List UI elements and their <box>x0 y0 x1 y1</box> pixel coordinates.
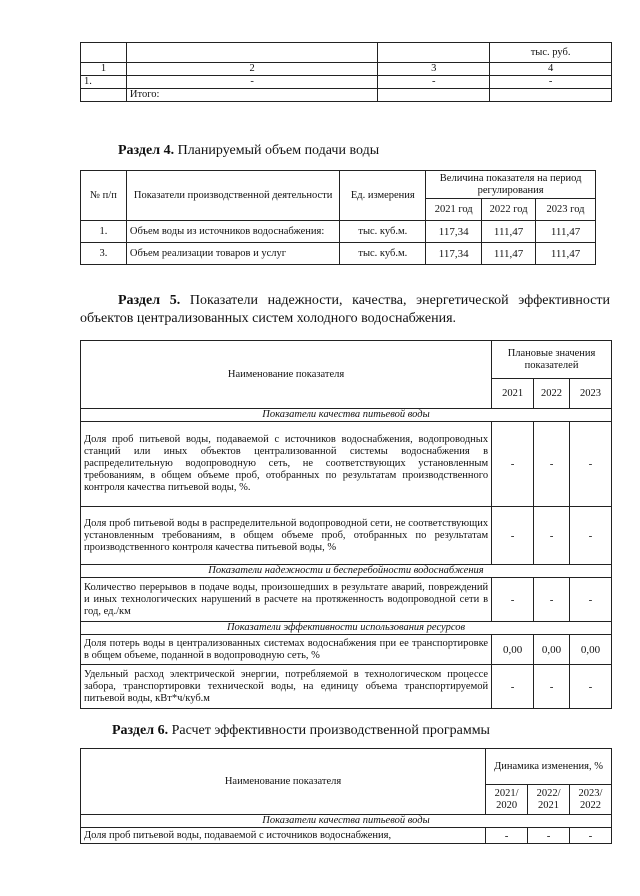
header-period: Величина показателя на период регулирования <box>426 171 596 199</box>
top-table-unit: тыс. руб. <box>490 43 612 63</box>
row-number: 3. <box>81 243 127 265</box>
group-title: Показатели качества питьевой воды <box>81 815 612 828</box>
total-label: Итого: <box>126 89 378 102</box>
section-6-title: Расчет эффективности производственной программы <box>171 723 490 738</box>
top-table-blank <box>378 89 490 102</box>
section-5-label: Раздел 5. <box>118 293 181 308</box>
header-num: № п/п <box>81 171 127 221</box>
indicator-name: Доля проб питьевой воды в распределительной водопроводной сети, не соответствующих установленным требованиям, в общем объеме проб, отобранных по результатам производственного контроля качества питьевой воды, % <box>81 507 492 565</box>
indicator-value: - <box>570 828 612 844</box>
group-title: Показатели надежности и бесперебойности водоснабжения <box>81 565 612 578</box>
row-value: 111,47 <box>482 243 536 265</box>
indicator-name: Удельный расход электрической энергии, потребляемой в технологическом процессе забора, транспортировки технической воды, на единицу объема транспортируемой питьевой воды, кВт*ч/куб.м <box>81 665 492 709</box>
top-table <box>80 42 612 102</box>
group-title: Показатели качества питьевой воды <box>81 409 612 422</box>
indicator-value: - <box>570 578 612 622</box>
header-dynamics: Динамика изменения, % <box>486 749 612 785</box>
header-year: 2022 год <box>482 199 536 221</box>
col-number: 2 <box>126 63 378 76</box>
indicator-name: Доля потерь воды в централизованных системах водоснабжения при ее транспортировке в общем объеме, поданной в водопроводную сеть, % <box>81 635 492 665</box>
top-table-blank <box>81 43 127 63</box>
indicator-value: 0,00 <box>534 635 570 665</box>
row-value: 111,47 <box>482 221 536 243</box>
indicator-value: - <box>492 665 534 709</box>
indicator-value: 0,00 <box>570 635 612 665</box>
row-value: 117,34 <box>426 221 482 243</box>
section-6-label: Раздел 6. <box>112 723 169 738</box>
cell-value: - <box>490 76 612 89</box>
row-number: 1. <box>81 76 127 89</box>
indicator-value: - <box>528 828 570 844</box>
section-4-table <box>80 170 596 265</box>
header-year: 2023/ 2022 <box>570 785 612 815</box>
section-5-table <box>80 340 612 709</box>
indicator-name: Количество перерывов в подаче воды, произошедших в результате аварий, повреждений и иных технологических нарушений в расчете на протяженность водопроводной сети в год, ед./км <box>81 578 492 622</box>
cell-value: - <box>378 76 490 89</box>
row-number: 1. <box>81 221 127 243</box>
col-number: 1 <box>81 63 127 76</box>
section-4-heading <box>118 142 379 160</box>
header-indicator: Показатели производственной деятельности <box>126 171 339 221</box>
row-indicator: Объем реализации товаров и услуг <box>126 243 339 265</box>
section-4-title: Планируемый объем подачи воды <box>177 143 380 158</box>
header-year: 2022 <box>534 379 570 409</box>
indicator-value: - <box>534 665 570 709</box>
row-indicator: Объем воды из источников водоснабжения: <box>126 221 339 243</box>
section-6-table <box>80 748 612 844</box>
header-year: 2022/ 2021 <box>528 785 570 815</box>
top-table-blank <box>378 43 490 63</box>
col-number: 4 <box>490 63 612 76</box>
header-plan: Плановые значения показателей <box>492 341 612 379</box>
row-value: 111,47 <box>536 243 596 265</box>
indicator-value: 0,00 <box>492 635 534 665</box>
section-5-heading <box>80 292 610 328</box>
indicator-value: - <box>492 507 534 565</box>
indicator-name: Доля проб питьевой воды, подаваемой с источников водоснабжения, водопроводных станций или иных объектов централизованной системы водоснабжения в распределительную водопроводную сеть, не соответствующих установленным требованиям, в общем объеме проб, отобранных по результатам производственного контроля качества питьевой воды, %. <box>81 422 492 507</box>
indicator-value: - <box>486 828 528 844</box>
header-unit: Ед. измерения <box>340 171 426 221</box>
indicator-value: - <box>570 507 612 565</box>
indicator-value: - <box>570 665 612 709</box>
section-4-label: Раздел 4. <box>118 143 175 158</box>
header-name: Наименование показателя <box>81 341 492 409</box>
header-year: 2023 <box>570 379 612 409</box>
indicator-name: Доля проб питьевой воды, подаваемой с источников водоснабжения, <box>81 828 486 844</box>
row-value: 111,47 <box>536 221 596 243</box>
indicator-value: - <box>492 422 534 507</box>
header-year: 2021 год <box>426 199 482 221</box>
header-year: 2023 год <box>536 199 596 221</box>
header-year: 2021 <box>492 379 534 409</box>
top-table-blank <box>490 89 612 102</box>
indicator-value: - <box>492 578 534 622</box>
cell-value: - <box>126 76 378 89</box>
top-table-blank <box>81 89 127 102</box>
row-value: 117,34 <box>426 243 482 265</box>
indicator-value: - <box>534 422 570 507</box>
top-table-blank <box>126 43 378 63</box>
header-name: Наименование показателя <box>81 749 486 815</box>
group-title: Показатели эффективности использования ресурсов <box>81 622 612 635</box>
col-number: 3 <box>378 63 490 76</box>
section-5-title: Показатели надежности, качества, энергетической эффективности объектов централизованных систем холодного водоснабжения. <box>80 293 611 326</box>
row-unit: тыс. куб.м. <box>340 221 426 243</box>
indicator-value: - <box>534 578 570 622</box>
indicator-value: - <box>534 507 570 565</box>
section-6-heading <box>112 722 490 740</box>
header-year: 2021/ 2020 <box>486 785 528 815</box>
indicator-value: - <box>570 422 612 507</box>
row-unit: тыс. куб.м. <box>340 243 426 265</box>
